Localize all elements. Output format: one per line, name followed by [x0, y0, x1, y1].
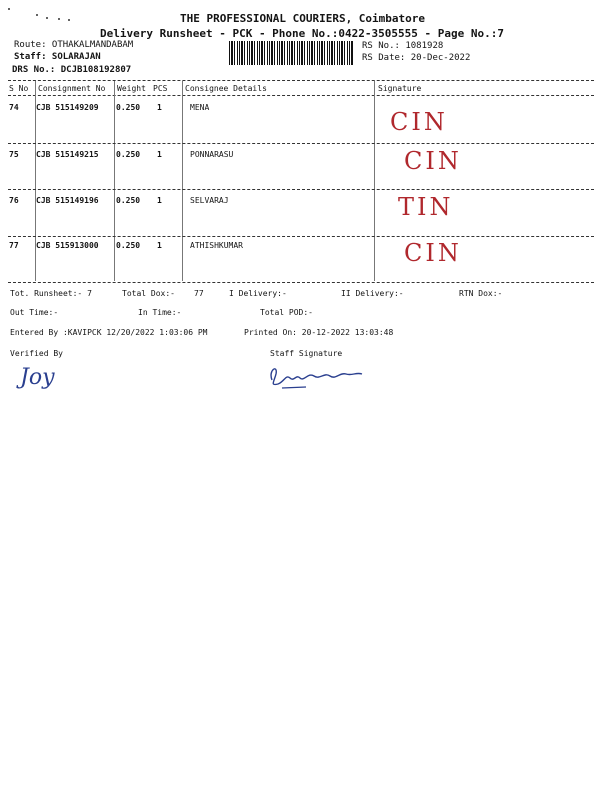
staff-label: Staff: SOLARAJAN: [14, 52, 101, 62]
row-signature: CIN: [390, 108, 448, 136]
row-sno: 76: [9, 196, 19, 205]
verified-by-label: Verified By: [10, 349, 63, 358]
scan-speck: [36, 14, 38, 16]
scan-speck: [68, 19, 70, 21]
printed-on: Printed On: 20-12-2022 13:03:48: [244, 328, 394, 337]
row-rule: [8, 236, 594, 237]
row-weight: 0.250: [116, 103, 141, 112]
row-sno: 74: [9, 103, 19, 112]
header-rule: [8, 95, 594, 96]
scan-speck: [46, 17, 48, 19]
i-delivery: I Delivery:-: [229, 289, 287, 298]
row-sno: 77: [9, 241, 19, 250]
drs-number: DRS No.: DCJB108192807: [12, 65, 132, 75]
scan-speck: [58, 18, 60, 20]
runsheet-subtitle: Delivery Runsheet - PCK - Phone No.:0422-3505555 - Page No.:7: [100, 27, 504, 40]
table-bottom-rule: [8, 282, 594, 283]
row-pcs: 1: [157, 150, 162, 159]
total-pod: Total POD:-: [260, 308, 313, 317]
row-consignment: CJB 515149215: [36, 150, 99, 159]
row-weight: 0.250: [116, 196, 141, 205]
row-consignment: CJB 515149209: [36, 103, 99, 112]
column-divider: [114, 81, 115, 281]
entered-by: Entered By :KAVIPCK 12/20/2022 1:03:06 PM: [10, 328, 208, 337]
col-signature: Signature: [378, 84, 422, 93]
table-top-rule: [8, 80, 594, 81]
total-dox-label: Total Dox:-: [122, 289, 175, 298]
total-runsheet: Tot. Runsheet:- 7: [10, 289, 92, 298]
col-pcs: PCS: [153, 84, 168, 93]
row-consignee: PONNARASU: [190, 150, 234, 159]
col-weight: Weight: [117, 84, 146, 93]
col-consignee: Consignee Details: [185, 84, 267, 93]
scan-speck: [8, 8, 10, 10]
out-time: Out Time:-: [10, 308, 59, 317]
ii-delivery: II Delivery:-: [341, 289, 404, 298]
row-rule: [8, 189, 594, 190]
total-dox-value: 77: [194, 289, 204, 298]
row-consignment: CJB 515913000: [36, 241, 99, 250]
row-pcs: 1: [157, 103, 162, 112]
row-consignee: SELVARAJ: [190, 196, 229, 205]
row-signature: CIN: [404, 147, 462, 175]
col-consignment: Consignment No: [38, 84, 106, 93]
column-divider: [374, 81, 375, 281]
row-weight: 0.250: [116, 150, 141, 159]
row-pcs: 1: [157, 196, 162, 205]
row-signature: CIN: [404, 239, 462, 267]
rtn-dox: RTN Dox:-: [459, 289, 503, 298]
rs-date: RS Date: 20-Dec-2022: [362, 53, 471, 63]
barcode: [229, 41, 354, 65]
row-sno: 75: [9, 150, 19, 159]
row-pcs: 1: [157, 241, 162, 250]
row-rule: [8, 143, 594, 144]
row-weight: 0.250: [116, 241, 141, 250]
row-consignment: CJB 515149196: [36, 196, 99, 205]
column-divider: [182, 81, 183, 281]
company-title: THE PROFESSIONAL COURIERS, Coimbatore: [180, 12, 426, 25]
row-signature: TIN: [398, 193, 454, 221]
row-consignee: MENA: [190, 103, 210, 112]
rs-number: RS No.: 1081928: [362, 41, 444, 51]
row-consignee: ATHISHKUMAR: [190, 241, 243, 250]
verified-signature: Joy: [20, 365, 55, 390]
in-time: In Time:-: [138, 308, 182, 317]
staff-signature-scribble: [266, 360, 376, 392]
col-sno: S No: [9, 84, 29, 93]
route-label: Route: OTHAKALMANDABAM: [14, 40, 134, 50]
staff-signature-label: Staff Signature: [270, 349, 343, 358]
